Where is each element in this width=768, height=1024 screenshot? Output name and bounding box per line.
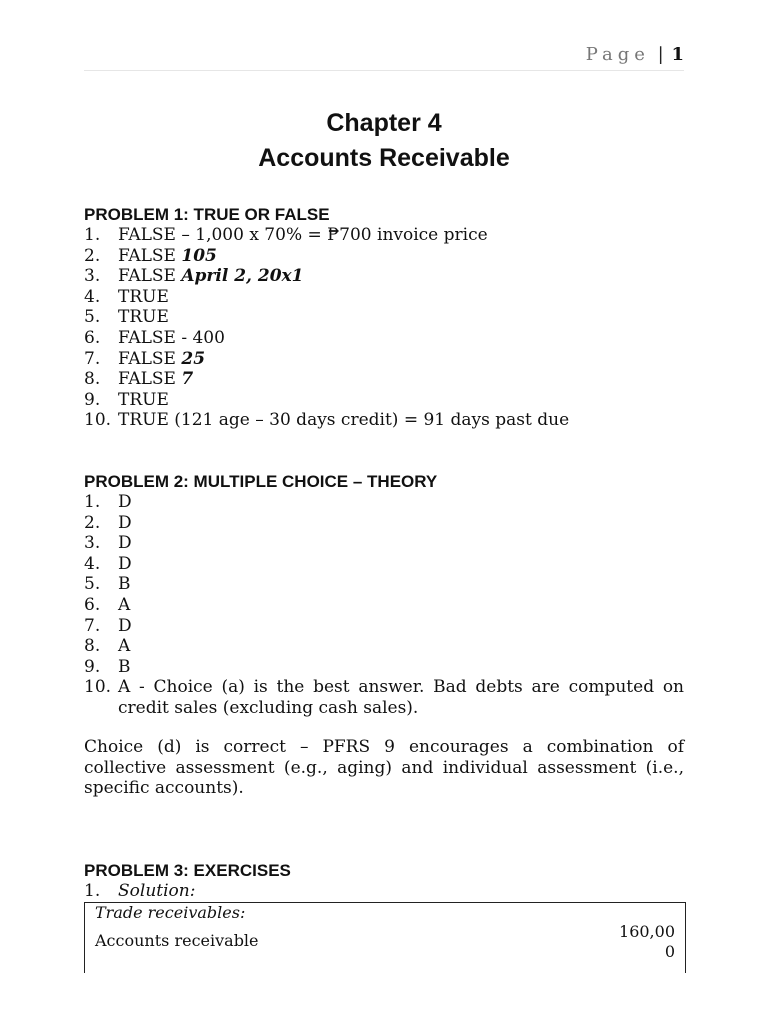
answer-item bbox=[84, 328, 684, 349]
answer-item bbox=[84, 369, 684, 390]
item-number: 7. bbox=[84, 615, 101, 636]
item-emphasis: 25 bbox=[181, 348, 206, 369]
item-number: 1. bbox=[84, 492, 101, 512]
answer-item bbox=[84, 636, 684, 657]
item-text: FALSE bbox=[118, 369, 176, 390]
item-emphasis: 7 bbox=[181, 369, 194, 390]
item-number: 10. bbox=[84, 410, 112, 431]
page-header bbox=[84, 44, 684, 71]
answer-item bbox=[84, 410, 684, 431]
page-label: Page bbox=[585, 44, 650, 65]
item-text: FALSE bbox=[118, 245, 176, 266]
page-number: 1 bbox=[671, 44, 684, 65]
answer-item bbox=[84, 266, 684, 287]
answer-item bbox=[84, 881, 684, 902]
item-number: 9. bbox=[84, 656, 101, 677]
item-text: A bbox=[118, 594, 131, 615]
item-text: TRUE bbox=[118, 389, 169, 410]
item-number: 5. bbox=[84, 574, 101, 595]
solution-label: Solution: bbox=[118, 881, 196, 901]
answer-item bbox=[84, 246, 684, 267]
item-number: 1. bbox=[84, 881, 101, 901]
item-number: 8. bbox=[84, 636, 101, 657]
answer-item bbox=[84, 287, 684, 308]
answer-item bbox=[84, 574, 684, 595]
table-row-amount: 160,000 bbox=[619, 922, 675, 961]
table-row-label: Accounts receivable bbox=[95, 931, 259, 950]
item-text: D bbox=[118, 553, 132, 574]
item-text: FALSE - 400 bbox=[118, 327, 225, 348]
item-number: 4. bbox=[84, 286, 101, 307]
item-text: B bbox=[118, 656, 131, 677]
answer-item bbox=[84, 349, 684, 370]
item-number: 4. bbox=[84, 553, 101, 574]
item-number: 1. bbox=[84, 225, 101, 245]
answer-item bbox=[84, 677, 684, 718]
answer-item bbox=[84, 492, 684, 513]
item-text: FALSE – 1,000 x 70% = ₱700 invoice price bbox=[118, 225, 488, 245]
item-number: 5. bbox=[84, 307, 101, 328]
answer-item bbox=[84, 595, 684, 616]
item-number: 6. bbox=[84, 327, 101, 348]
item-number: 2. bbox=[84, 245, 101, 266]
problem-1-section bbox=[84, 205, 684, 431]
item-number: 9. bbox=[84, 389, 101, 410]
chapter-title bbox=[84, 106, 684, 176]
chapter-number: Chapter 4 bbox=[326, 109, 442, 137]
item-number: 6. bbox=[84, 594, 101, 615]
item-text: FALSE bbox=[118, 348, 176, 369]
solution-table bbox=[84, 902, 686, 973]
item-text: TRUE bbox=[118, 286, 169, 307]
answer-item bbox=[84, 616, 684, 637]
item-text: D bbox=[118, 512, 132, 533]
item-text: D bbox=[118, 533, 132, 554]
answer-item bbox=[84, 657, 684, 678]
item-text: FALSE bbox=[118, 266, 176, 287]
item-emphasis: April 2, 20x1 bbox=[181, 266, 304, 287]
item-number: 10. bbox=[84, 677, 112, 698]
item-text: A bbox=[118, 636, 131, 657]
item-text: TRUE (121 age – 30 days credit) = 91 days past due bbox=[118, 410, 570, 431]
item-text: B bbox=[118, 574, 131, 595]
item-text: TRUE bbox=[118, 307, 169, 328]
problem-2-section bbox=[84, 472, 684, 719]
item-text: A - Choice (a) is the best answer. Bad debts are computed on credit sales (excluding cash sales). bbox=[118, 677, 684, 718]
answer-item bbox=[84, 554, 684, 575]
answer-item bbox=[84, 225, 684, 246]
problem-2-heading: PROBLEM 2: MULTIPLE CHOICE – THEORY bbox=[84, 472, 438, 491]
item-text: D bbox=[118, 615, 132, 636]
chapter-name: Accounts Receivable bbox=[258, 144, 510, 172]
problem-3-heading: PROBLEM 3: EXERCISES bbox=[84, 861, 291, 880]
problem-3-section bbox=[84, 861, 684, 902]
pfrs9-note: Choice (d) is correct – PFRS 9 encourages a combination of collective assessment (e.g., aging) and individual assessment (i.e., specific accounts). bbox=[84, 737, 684, 799]
item-number: 3. bbox=[84, 533, 101, 554]
item-number: 3. bbox=[84, 266, 101, 287]
item-emphasis: 105 bbox=[181, 245, 217, 266]
problem-1-heading: PROBLEM 1: TRUE OR FALSE bbox=[84, 205, 330, 224]
answer-item bbox=[84, 533, 684, 554]
item-text: D bbox=[118, 492, 132, 512]
answer-item bbox=[84, 390, 684, 411]
item-number: 2. bbox=[84, 512, 101, 533]
answer-item bbox=[84, 513, 684, 534]
answer-item bbox=[84, 307, 684, 328]
item-number: 7. bbox=[84, 348, 101, 369]
item-number: 8. bbox=[84, 369, 101, 390]
page-separator: | bbox=[657, 44, 664, 65]
table-caption: Trade receivables: bbox=[95, 903, 246, 922]
